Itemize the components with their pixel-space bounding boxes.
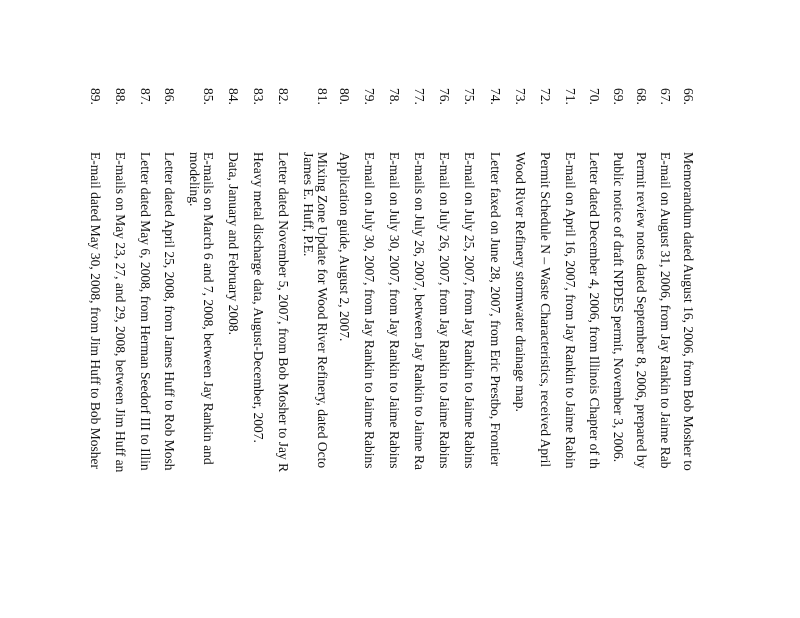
item-number: 66.: [681, 88, 696, 105]
list-item: [629, 0, 653, 618]
item-text: E-mail on August 31, 2006, from Jay Rankin to Jaime Rab: [658, 152, 673, 469]
item-text: Letter dated May 6, 2008, from Herman Seedorf III to Illin: [138, 152, 153, 471]
item-number: 84.: [226, 88, 241, 105]
item-text: E-mail on July 30, 2007, from Jay Rankin to Jaime Rabins: [387, 152, 402, 469]
item-text: E-mail on July 26, 2007, from Jay Rankin to Jaime Rabins: [437, 152, 452, 469]
item-number: 77.: [412, 88, 427, 105]
item-number: 69.: [611, 88, 626, 105]
item-number: 76.: [437, 88, 452, 105]
item-text: Letter dated April 25, 2008, from James Huff to Rob Mosh: [162, 152, 177, 471]
item-number: 87.: [138, 88, 153, 105]
item-text: Application guide, August 2, 2007.: [337, 152, 352, 342]
item-text: Letter faxed on June 28, 2007, from Eric Prestbo, Frontier: [488, 152, 503, 467]
list-item: [653, 0, 677, 618]
item-text: Letter dated November 5, 2007, from Bob Mosher to Jay R: [276, 152, 291, 473]
list-item: [108, 0, 132, 618]
list-item: [157, 0, 181, 618]
item-text: Permit review notes dated September 8, 2006, prepared by: [634, 152, 649, 469]
item-number: 74.: [488, 88, 503, 105]
list-item: [382, 0, 406, 618]
list-item: [582, 0, 606, 618]
item-number: 83.: [251, 88, 266, 105]
item-number: 70.: [587, 88, 602, 105]
item-text: E-mail on April 16, 2007, from Jay Rankin to Jaime Rabin: [563, 152, 578, 469]
item-text: Permit Schedule N – Waste Characteristics, received April: [538, 152, 553, 468]
item-number: 78.: [387, 88, 402, 105]
list-item: [332, 0, 356, 618]
item-number: 71.: [563, 88, 578, 105]
item-text: E-mails on July 26, 2007, between Jay Rankin to Jaime Ra: [412, 152, 427, 470]
item-text-continuation: James E. Huff, P.E.: [301, 152, 316, 257]
list-item: [357, 0, 381, 618]
item-text: Wood River Refinery stormwater drainage map.: [513, 152, 528, 412]
item-text: Public notice of draft NPDES permit, November 3, 2006.: [611, 152, 626, 463]
list-item: [483, 0, 507, 618]
list-item: [133, 0, 157, 618]
list-item: [676, 0, 700, 618]
list-item: [246, 0, 270, 618]
item-number: 75.: [462, 88, 477, 105]
list-item: [533, 0, 557, 618]
item-number: 72.: [538, 88, 553, 105]
item-number: 67.: [658, 88, 673, 105]
item-text: E-mail on July 30, 2007, from Jay Rankin to Jaime Rabins: [362, 152, 377, 469]
item-number: 80.: [337, 88, 352, 105]
list-item: [271, 0, 295, 618]
item-number: 73.: [513, 88, 528, 105]
item-number: 86.: [162, 88, 177, 105]
item-text: E-mail on July 25, 2007, from Jay Rankin to Jaime Rabins: [462, 152, 477, 469]
item-number: 82.: [276, 88, 291, 105]
item-text: Letter dated December 4, 2006, from Illinois Chapter of th: [587, 152, 602, 469]
list-item: [457, 0, 481, 618]
item-text: Memorandum dated August 16, 2006, from Bob Mosher to: [681, 152, 696, 471]
list-item-continuation: [182, 0, 206, 618]
item-text: E-mails on May 23, 27, and 29, 2008, between Jim Huff an: [113, 152, 128, 473]
item-text: Mixing Zone Update for Wood River Refinery, dated Octo: [315, 152, 330, 469]
item-text: E-mail dated May 30, 2008, from Jim Huff to Bob Mosher: [88, 152, 103, 469]
item-number: 89.: [88, 88, 103, 105]
item-number: 85.: [201, 88, 216, 105]
list-item: [558, 0, 582, 618]
item-number: 68.: [634, 88, 649, 105]
item-number: 88.: [113, 88, 128, 105]
list-item: [407, 0, 431, 618]
item-text: Heavy metal discharge data, August-December, 2007.: [251, 152, 266, 443]
list-item: [432, 0, 456, 618]
item-number: 81.: [315, 88, 330, 105]
list-item: [83, 0, 107, 618]
item-text-continuation: modeling.: [187, 152, 202, 207]
list-item: [606, 0, 630, 618]
item-text: Data, January and February 2008.: [226, 152, 241, 335]
item-text: E-mails on March 6 and 7, 2008, between Jay Rankin and: [201, 152, 216, 465]
list-item-continuation: [296, 0, 320, 618]
item-number: 79.: [362, 88, 377, 105]
list-item: [508, 0, 532, 618]
list-item: [221, 0, 245, 618]
